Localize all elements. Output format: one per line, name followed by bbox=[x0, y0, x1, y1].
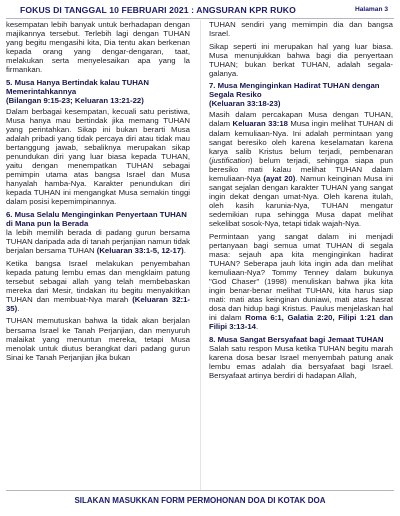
intro-paragraph: kesempatan lebih banyak untuk berhadapan dengan majikannya tersebut. Terlebih lagi dengan TUHAN yang begitu mengasihi kita, Dia tentu akan berkenan kepada orang yang dengar-dengaran, taat, melakukan serta menyelesaikan apa yang la firmankan. bbox=[6, 20, 190, 75]
section-5-paragraph: Dalam berbagai kesempatan, kecuali satu peristiwa, Musa hanya mau bertindak jika memang TUHAN yang perintahkan. Sikap ini bukan berarti Musa adalah pribadi yang tidak percaya diri atau tidak mau bertanggung jawab, sebaliknya merupakan sikap penundukan diri yang luar biasa kepada TUHAN, yaitu dengan menempatkan TUHAN sebagai pemimpin utama atas bangsa Israel dan Musa hanyalah hamba-Nya. Karakter penundukan diri kepada TUHAN ini mengangkat Musa semakin tinggi dalam posisi kepemimpinannya. bbox=[6, 106, 190, 207]
continued-paragraph: TUHAN sendiri yang memimpin dia dan bangsa Israel. bbox=[209, 20, 393, 39]
scripture-reference: (Keluaran 33:1-5, 12-17) bbox=[96, 246, 184, 256]
header-title: FOKUS DI TANGGAL 10 FEBRUARI 2021 : ANGSURAN KPR RUKO bbox=[20, 5, 296, 15]
right-column bbox=[209, 20, 393, 383]
section-8-paragraph: Salah satu respon Musa ketika TUHAN begitu marah karena dosa besar Israel menyembah patung anak lembu emas adalah dia bersyafaat bagi Israel. Bersyafaat artinya berdiri di hadapan Allah, bbox=[209, 343, 393, 380]
left-column bbox=[6, 20, 190, 365]
section-8-heading: 8. Musa Sangat Bersyafaat bagi Jemaat TUHAN bbox=[209, 334, 384, 344]
section-5-reference: (Bilangan 9:15-23; Keluaran 13:21-22) bbox=[6, 95, 144, 105]
scripture-reference: (ayat 20) bbox=[263, 173, 296, 183]
footer-notice: SILAKAN MASUKKAN FORM PERMOHONAN DOA DI KOTAK DOA bbox=[74, 496, 326, 505]
attitude-paragraph: Sikap seperti ini merupakan hal yang luar biasa. Musa menunjukkan bahwa bagi dia penyertaan TUHAN; bukan berkat TUHAN, adalah segala-galanya. bbox=[209, 41, 393, 78]
page-header bbox=[6, 4, 394, 19]
section-5-heading: 5. Musa Hanya Bertindak kalau TUHAN Memerintahkannya bbox=[6, 77, 149, 96]
section-6-paragraph-1: la lebih memilih berada di padang gurun bersama TUHAN daripada ada di tanah perjanjian namun tidak berjalan bersama TUHAN (Keluaran 33:1-5, 12-17). bbox=[6, 228, 190, 256]
italic-term: justification bbox=[211, 155, 250, 165]
section-7-heading: 7. Musa Menginginkan Hadirat TUHAN dengan Segala Resiko bbox=[209, 81, 380, 100]
section-7-paragraph-2: Permintaan yang sangat dalam ini menjadi pertanyaan bagi semua umat TUHAN di segala masa: sejauh apa kita menginginkan hadirat TUHAN? Seberapa jauh kita ingin ada dan melihat kemuliaan-Nya? Tommy Tenney dalam bukunya "God Chaser" (1998) menuliskan bahwa jika kita ingin benar-benar melihat TUHAN, kita harus siap mati: mati atas keinginan duniawi, mati atas hasrat dosa dan hidup bagi Kristus. Paulus menjelaskan hal ini dalam Roma 6:1, Galatia 2:20, Filipi 1:21 dan Filipi 3:13-14. bbox=[209, 231, 394, 331]
section-7-reference: (Keluaran 33:18-23) bbox=[209, 99, 281, 109]
section-6-heading: 6. Musa Selalu Menginginkan Penyertaan TUHAN di Mana pun la Berada bbox=[6, 209, 187, 228]
section-7-paragraph-1: Masih dalam percakapan Musa dengan TUHAN, dalam Keluaran 33:18 Musa ingin melihat TUHAN di dalam kemuliaan-Nya. Ini adalah permintaan yang sangat beresiko oleh karena keselamatan karena karya salib Kristus belum terjadi, pembenaran (justification) belum terjadi, sehingga siapa pun beresiko mati kalau melihat TUHAN dalam kemuliaan-Nya (ayat 20). Namun keinginan Musa ini sangat sejalan dengan karakter TUHAN yang sangat ingin dekat dengan umat-Nya. Oleh karena itulah, oleh kasih karunia-Nya, TUHAN mengatur sedemikian rupa sehingga Musa dapat melihat sekelibat sosok-Nya, tetapi tidak wajah-Nya. bbox=[209, 110, 394, 228]
footer-divider bbox=[6, 490, 394, 491]
section-6-paragraph-2: Ketika bangsa Israel melakukan penyembahan kepada patung lembu emas dan mengklaim patung tersebut sebagai allah yang telah membebaskan mereka dari Mesir, tindakan itu begitu menyakitkan TUHAN dan membuat-Nya marah (Keluaran 32:1-35). bbox=[6, 258, 191, 313]
scripture-reference: (Keluaran 32:1-35) bbox=[6, 294, 191, 313]
section-6-paragraph-3: TUHAN memutuskan bahwa la tidak akan berjalan bersama Israel ke Tanah Perjanjian, dan menyuruh malaikat yang menuntun mereka, tetapi Musa menolak untuk diutus berangkat dari padang gurun Sinai ke Tanah Perjanjian jika bukan bbox=[6, 316, 190, 362]
scripture-reference: Keluaran 33:18 bbox=[232, 119, 288, 129]
column-divider bbox=[200, 20, 201, 490]
scripture-reference: Roma 6:1, Galatia 2:20, Filipi 1:21 dan Filipi 3:13-14 bbox=[209, 312, 394, 331]
page-number: Halaman 3 bbox=[355, 6, 388, 13]
